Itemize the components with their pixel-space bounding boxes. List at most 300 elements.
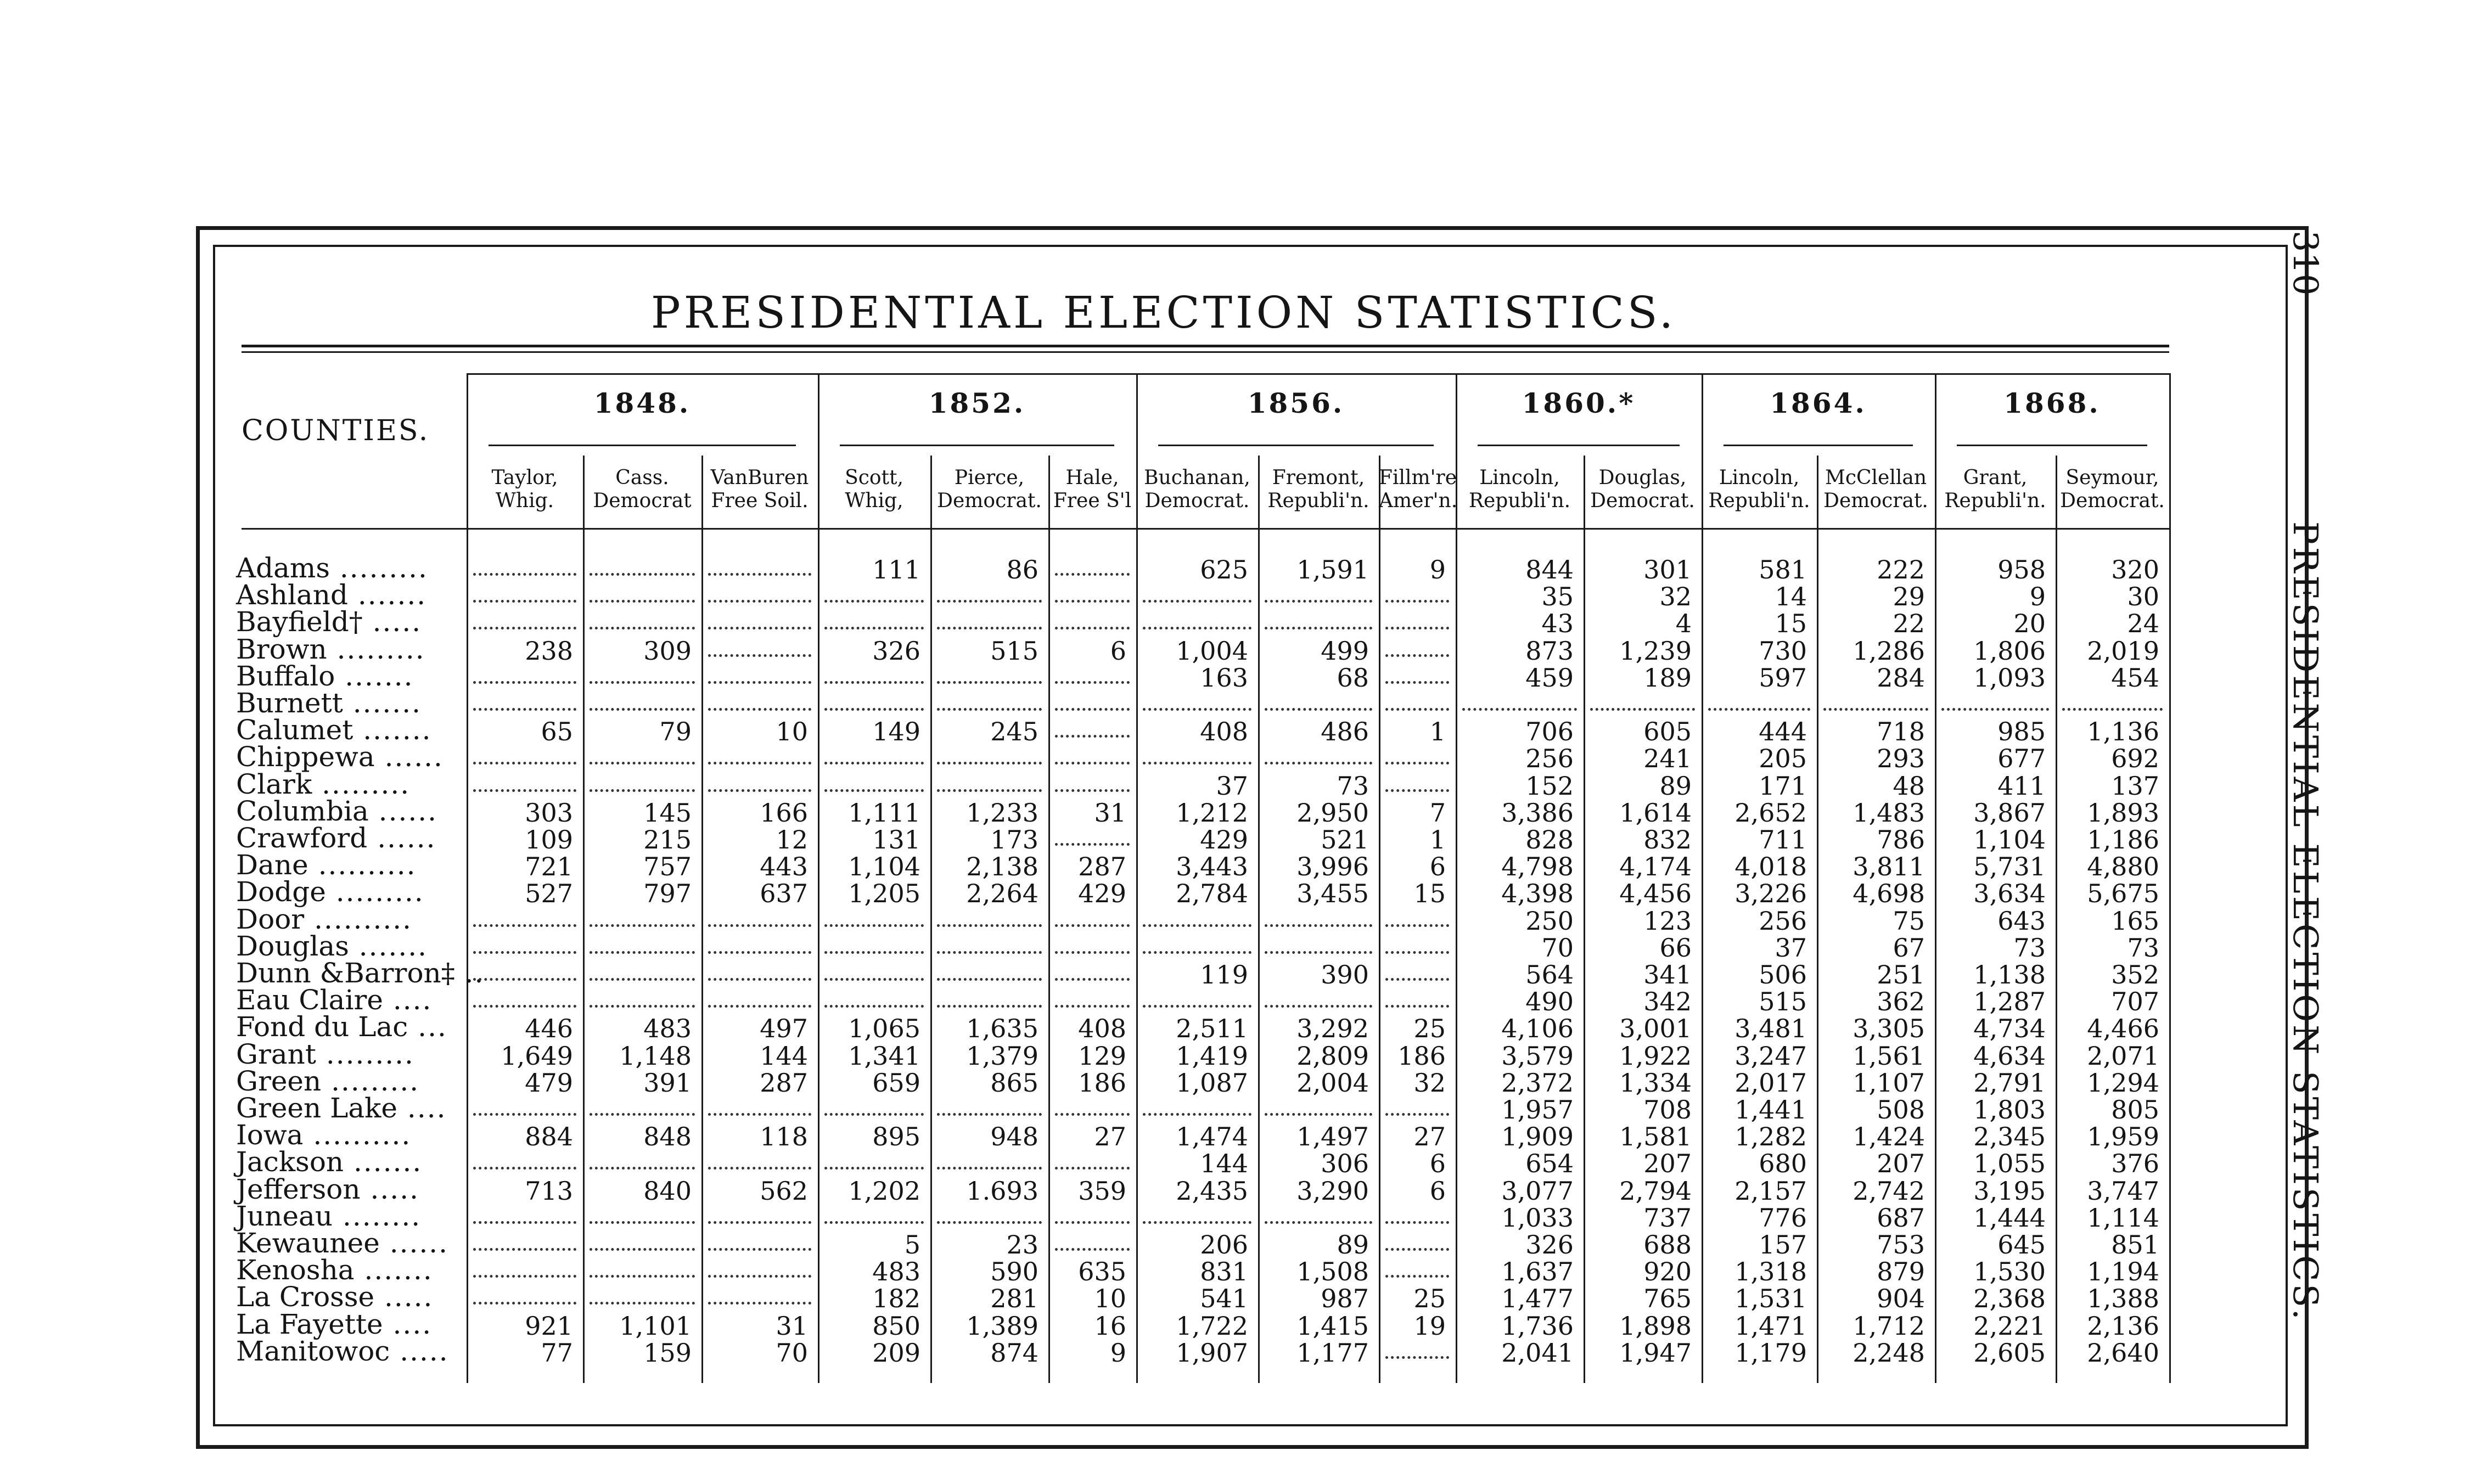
vote-count: 24 bbox=[2127, 609, 2159, 639]
county-name bbox=[236, 1148, 422, 1176]
empty-cell-leader bbox=[937, 600, 1042, 603]
empty-cell-leader bbox=[590, 978, 695, 981]
vote-count: 757 bbox=[643, 852, 692, 882]
empty-cell-leader bbox=[824, 627, 924, 629]
year-header-3: 1860.* bbox=[1522, 387, 1636, 419]
year-underline bbox=[1478, 445, 1680, 446]
vote-count: 2,248 bbox=[1852, 1337, 1925, 1368]
vote-count: 1,471 bbox=[1734, 1311, 1807, 1341]
empty-cell-leader bbox=[824, 1113, 924, 1116]
vote-count: 483 bbox=[872, 1257, 920, 1287]
empty-cell-leader bbox=[708, 1167, 811, 1170]
vote-count: 70 bbox=[776, 1337, 808, 1368]
vote-count: 718 bbox=[1877, 717, 1925, 747]
vote-count: 1,065 bbox=[848, 1014, 920, 1044]
vote-count: 1,239 bbox=[1619, 636, 1692, 666]
header-bottom-rule bbox=[242, 528, 2169, 530]
empty-cell-leader bbox=[1462, 708, 1577, 711]
vote-count: 1,508 bbox=[1296, 1257, 1369, 1287]
vote-count: 776 bbox=[1759, 1202, 1807, 1233]
vote-count: 73 bbox=[2013, 932, 2046, 963]
empty-cell-leader bbox=[1143, 627, 1251, 629]
empty-cell-leader bbox=[824, 1005, 924, 1008]
vote-count: 1,136 bbox=[2087, 717, 2159, 747]
side-caption bbox=[2283, 231, 2327, 1438]
vote-count: 391 bbox=[643, 1067, 692, 1098]
vote-count: 4,456 bbox=[1619, 879, 1692, 909]
vote-count: 89 bbox=[1659, 771, 1692, 801]
empty-cell-leader bbox=[708, 924, 811, 927]
county-label: Dunn &Barron‡ bbox=[236, 957, 455, 989]
empty-cell-leader bbox=[1055, 1248, 1130, 1251]
leader-dots: .......... bbox=[303, 1119, 412, 1151]
vote-count: 23 bbox=[1006, 1230, 1038, 1260]
county-label: Crawford bbox=[236, 822, 368, 854]
leader-dots: ... bbox=[408, 1011, 447, 1043]
vote-count: 895 bbox=[872, 1122, 920, 1152]
vote-count: 985 bbox=[1997, 717, 2046, 747]
county-name bbox=[236, 824, 436, 852]
empty-cell-leader bbox=[590, 1167, 695, 1170]
vote-count: 1,093 bbox=[1973, 662, 2046, 693]
vote-count: 708 bbox=[1643, 1095, 1692, 1125]
vote-count: 848 bbox=[643, 1122, 692, 1152]
empty-cell-leader bbox=[1143, 1113, 1251, 1116]
empty-cell-leader bbox=[1385, 1221, 1449, 1224]
vote-count: 43 bbox=[1541, 609, 1574, 639]
vote-count: 506 bbox=[1759, 960, 1807, 990]
empty-cell-leader bbox=[708, 1113, 811, 1116]
vote-count: 4,698 bbox=[1852, 879, 1925, 909]
empty-cell-leader bbox=[937, 762, 1042, 765]
empty-cell-leader bbox=[1385, 708, 1449, 711]
vote-count: 22 bbox=[1893, 609, 1925, 639]
vote-count: 643 bbox=[1997, 906, 2046, 936]
vote-count: 851 bbox=[2111, 1230, 2159, 1260]
candidate-header: Taylor, Whig. bbox=[491, 466, 558, 512]
vote-count: 6 bbox=[1110, 636, 1126, 666]
vote-count: 2,004 bbox=[1296, 1067, 1369, 1098]
candidate-header: McClellan Democrat. bbox=[1823, 466, 1928, 512]
column-divider bbox=[701, 456, 703, 1383]
vote-count: 241 bbox=[1643, 744, 1692, 774]
vote-count: 1,635 bbox=[966, 1014, 1038, 1044]
empty-cell-leader bbox=[937, 951, 1042, 954]
vote-count: 293 bbox=[1877, 744, 1925, 774]
vote-count: 1,212 bbox=[1176, 797, 1248, 828]
county-label: La Fayette bbox=[236, 1308, 383, 1340]
vote-count: 2,221 bbox=[1973, 1311, 2046, 1341]
vote-count: 1,947 bbox=[1619, 1337, 1692, 1368]
vote-count: 326 bbox=[872, 636, 920, 666]
vote-count: 706 bbox=[1525, 717, 1574, 747]
year-underline bbox=[1957, 445, 2147, 446]
vote-count: 390 bbox=[1321, 960, 1369, 990]
vote-count: 1,637 bbox=[1501, 1257, 1574, 1287]
empty-cell-leader bbox=[824, 951, 924, 954]
candidate-header: Fillm're Amer'n. bbox=[1379, 466, 1458, 512]
candidate-header: Pierce, Democrat. bbox=[937, 466, 1042, 512]
county-label: Calumet bbox=[236, 714, 353, 746]
vote-count: 446 bbox=[525, 1014, 573, 1044]
empty-cell-leader bbox=[1055, 708, 1130, 711]
empty-cell-leader bbox=[473, 1005, 576, 1008]
vote-count: 1,415 bbox=[1296, 1311, 1369, 1341]
vote-count: 1,803 bbox=[1973, 1095, 2046, 1125]
county-label: Grant bbox=[236, 1038, 316, 1070]
vote-count: 873 bbox=[1525, 636, 1574, 666]
vote-count: 31 bbox=[776, 1311, 808, 1341]
vote-count: 590 bbox=[990, 1257, 1038, 1287]
county-name bbox=[236, 1173, 419, 1205]
vote-count: 1,806 bbox=[1973, 636, 2046, 666]
empty-cell-leader bbox=[590, 1221, 695, 1224]
vote-count: 3,634 bbox=[1973, 879, 2046, 909]
empty-cell-leader bbox=[1385, 600, 1449, 603]
vote-count: 1,649 bbox=[501, 1041, 573, 1071]
vote-count: 186 bbox=[1078, 1067, 1126, 1098]
county-label: Dane bbox=[236, 849, 308, 881]
vote-count: 3,077 bbox=[1501, 1176, 1574, 1206]
empty-cell-leader bbox=[1265, 1113, 1372, 1116]
vote-count: 753 bbox=[1877, 1230, 1925, 1260]
empty-cell-leader bbox=[1385, 1113, 1449, 1116]
vote-count: 1,419 bbox=[1176, 1041, 1248, 1071]
vote-count: 32 bbox=[1659, 582, 1692, 612]
vote-count: 3,001 bbox=[1619, 1014, 1692, 1044]
vote-count: 677 bbox=[1997, 744, 2046, 774]
vote-count: 597 bbox=[1759, 662, 1807, 693]
empty-cell-leader bbox=[473, 951, 576, 954]
year-header-rule bbox=[467, 373, 2169, 375]
empty-cell-leader bbox=[473, 1248, 576, 1251]
vote-count: 1,389 bbox=[966, 1311, 1038, 1341]
vote-count: 486 bbox=[1321, 717, 1369, 747]
vote-count: 443 bbox=[760, 852, 808, 882]
empty-cell-leader bbox=[473, 708, 576, 711]
vote-count: 186 bbox=[1397, 1041, 1446, 1071]
vote-count: 73 bbox=[1337, 771, 1369, 801]
county-label: Jefferson bbox=[236, 1173, 361, 1205]
leader-dots: ....... bbox=[335, 660, 414, 692]
vote-count: 680 bbox=[1759, 1149, 1807, 1179]
empty-cell-leader bbox=[1941, 708, 2049, 711]
county-label: Burnett bbox=[236, 687, 343, 719]
empty-cell-leader bbox=[1385, 1005, 1449, 1008]
leader-dots: ....... bbox=[344, 1146, 423, 1178]
vote-count: 541 bbox=[1200, 1284, 1248, 1314]
empty-cell-leader bbox=[824, 789, 924, 792]
empty-cell-leader bbox=[1143, 600, 1251, 603]
vote-count: 454 bbox=[2111, 662, 2159, 693]
county-label: Columbia bbox=[236, 795, 369, 827]
vote-count: 1,107 bbox=[1852, 1067, 1925, 1098]
vote-count: 79 bbox=[659, 717, 692, 747]
empty-cell-leader bbox=[1708, 708, 1810, 711]
county-label: Green bbox=[236, 1065, 322, 1097]
vote-count: 1,957 bbox=[1501, 1095, 1574, 1125]
vote-count: 687 bbox=[1877, 1202, 1925, 1233]
vote-count: 2,950 bbox=[1296, 797, 1369, 828]
county-label: Douglas bbox=[236, 930, 349, 962]
vote-count: 14 bbox=[1775, 582, 1807, 612]
vote-count: 25 bbox=[1413, 1014, 1446, 1044]
county-name bbox=[236, 903, 413, 935]
county-name bbox=[236, 1013, 447, 1041]
vote-count: 2,138 bbox=[966, 852, 1038, 882]
empty-cell-leader bbox=[1055, 1167, 1130, 1170]
vote-count: 182 bbox=[872, 1284, 920, 1314]
empty-cell-leader bbox=[1055, 1113, 1130, 1116]
county-label: Ashland bbox=[236, 579, 348, 611]
vote-count: 157 bbox=[1759, 1230, 1807, 1260]
vote-count: 256 bbox=[1525, 744, 1574, 774]
vote-count: 828 bbox=[1525, 825, 1574, 855]
vote-count: 3,443 bbox=[1176, 852, 1248, 882]
leader-dots: ......... bbox=[321, 1065, 420, 1097]
county-name bbox=[236, 986, 432, 1014]
vote-count: 3,290 bbox=[1296, 1176, 1369, 1206]
vote-count: 1.693 bbox=[966, 1176, 1038, 1206]
vote-count: 89 bbox=[1337, 1230, 1369, 1260]
empty-cell-leader bbox=[473, 627, 576, 629]
vote-count: 688 bbox=[1643, 1230, 1692, 1260]
vote-count: 3,292 bbox=[1296, 1014, 1369, 1044]
vote-count: 3,455 bbox=[1296, 879, 1369, 909]
empty-cell-leader bbox=[1055, 1221, 1130, 1224]
empty-cell-leader bbox=[1385, 681, 1449, 684]
vote-count: 1,474 bbox=[1176, 1122, 1248, 1152]
empty-cell-leader bbox=[1385, 762, 1449, 765]
county-label: Door bbox=[236, 903, 305, 935]
vote-count: 342 bbox=[1643, 987, 1692, 1017]
vote-count: 1,893 bbox=[2087, 797, 2159, 828]
vote-count: 1,202 bbox=[848, 1176, 920, 1206]
empty-cell-leader bbox=[708, 708, 811, 711]
vote-count: 37 bbox=[1775, 932, 1807, 963]
county-name bbox=[236, 1283, 433, 1311]
vote-count: 2,652 bbox=[1734, 797, 1807, 828]
empty-cell-leader bbox=[708, 762, 811, 765]
vote-count: 1,722 bbox=[1176, 1311, 1248, 1341]
county-label: Green Lake bbox=[236, 1092, 398, 1124]
empty-cell-leader bbox=[937, 1221, 1042, 1224]
empty-cell-leader bbox=[1385, 789, 1449, 792]
empty-cell-leader bbox=[708, 627, 811, 629]
column-divider bbox=[583, 456, 585, 1383]
empty-cell-leader bbox=[1055, 762, 1130, 765]
vote-count: 77 bbox=[541, 1337, 573, 1368]
vote-count: 987 bbox=[1321, 1284, 1369, 1314]
empty-cell-leader bbox=[937, 978, 1042, 981]
vote-count: 1,294 bbox=[2087, 1067, 2159, 1098]
empty-cell-leader bbox=[937, 1005, 1042, 1008]
vote-count: 20 bbox=[2013, 609, 2046, 639]
vote-count: 797 bbox=[643, 879, 692, 909]
county-label: Adams bbox=[236, 552, 330, 584]
vote-count: 2,511 bbox=[1176, 1014, 1248, 1044]
empty-cell-leader bbox=[937, 1167, 1042, 1170]
county-label: Bayfield† bbox=[236, 606, 363, 638]
vote-count: 2,809 bbox=[1296, 1041, 1369, 1071]
county-label: La Crosse bbox=[236, 1281, 375, 1313]
county-name bbox=[236, 662, 414, 690]
leader-dots: .......... bbox=[304, 903, 413, 935]
vote-count: 713 bbox=[525, 1176, 573, 1206]
vote-count: 144 bbox=[1200, 1149, 1248, 1179]
vote-count: 1,922 bbox=[1619, 1041, 1692, 1071]
empty-cell-leader bbox=[590, 1113, 695, 1116]
vote-count: 3,305 bbox=[1852, 1014, 1925, 1044]
vote-count: 4,398 bbox=[1501, 879, 1574, 909]
vote-count: 1,004 bbox=[1176, 636, 1248, 666]
vote-count: 692 bbox=[2111, 744, 2159, 774]
county-name bbox=[236, 1094, 447, 1122]
county-label: Kenosha bbox=[236, 1254, 355, 1286]
vote-count: 320 bbox=[2111, 555, 2159, 584]
vote-count: 2,041 bbox=[1501, 1337, 1574, 1368]
vote-count: 637 bbox=[760, 879, 808, 909]
vote-count: 287 bbox=[760, 1067, 808, 1098]
leader-dots: ......... bbox=[312, 768, 411, 800]
empty-cell-leader bbox=[590, 1005, 695, 1008]
vote-count: 527 bbox=[525, 879, 573, 909]
vote-count: 721 bbox=[525, 852, 573, 882]
vote-count: 6 bbox=[1429, 1149, 1446, 1179]
county-label: Kewaunee bbox=[236, 1227, 380, 1259]
empty-cell-leader bbox=[824, 681, 924, 684]
vote-count: 4,798 bbox=[1501, 852, 1574, 882]
vote-count: 625 bbox=[1200, 555, 1248, 584]
vote-count: 645 bbox=[1997, 1230, 2046, 1260]
empty-cell-leader bbox=[1143, 1005, 1251, 1008]
vote-count: 163 bbox=[1200, 662, 1248, 693]
empty-cell-leader bbox=[1265, 762, 1372, 765]
empty-cell-leader bbox=[708, 573, 811, 576]
empty-cell-leader bbox=[2062, 708, 2163, 711]
county-label: Eau Claire bbox=[236, 984, 383, 1016]
county-name bbox=[236, 1067, 419, 1095]
candidate-header: Lincoln, Republi'n. bbox=[1468, 466, 1571, 512]
vote-count: 3,811 bbox=[1852, 852, 1925, 882]
empty-cell-leader bbox=[473, 1275, 576, 1278]
vote-count: 1,898 bbox=[1619, 1311, 1692, 1341]
vote-count: 1,104 bbox=[848, 852, 920, 882]
vote-count: 222 bbox=[1877, 555, 1925, 584]
empty-cell-leader bbox=[937, 708, 1042, 711]
empty-cell-leader bbox=[1385, 654, 1449, 657]
empty-cell-leader bbox=[708, 681, 811, 684]
page-title: PRESIDENTIAL ELECTION STATISTICS. bbox=[650, 287, 1677, 338]
empty-cell-leader bbox=[590, 1302, 695, 1305]
vote-count: 1,497 bbox=[1296, 1122, 1369, 1152]
vote-count: 29 bbox=[1893, 582, 1925, 612]
vote-count: 805 bbox=[2111, 1095, 2159, 1125]
vote-count: 840 bbox=[643, 1176, 692, 1206]
vote-count: 508 bbox=[1877, 1095, 1925, 1125]
county-name bbox=[236, 1229, 448, 1257]
empty-cell-leader bbox=[473, 681, 576, 684]
vote-count: 920 bbox=[1643, 1257, 1692, 1287]
empty-cell-leader bbox=[1385, 924, 1449, 927]
vote-count: 408 bbox=[1200, 717, 1248, 747]
empty-cell-leader bbox=[473, 1221, 576, 1224]
empty-cell-leader bbox=[1385, 978, 1449, 981]
vote-count: 1,186 bbox=[2087, 825, 2159, 855]
vote-count: 67 bbox=[1893, 932, 1925, 963]
county-label: Jackson bbox=[236, 1146, 344, 1178]
vote-count: 215 bbox=[643, 825, 692, 855]
vote-count: 1,179 bbox=[1734, 1337, 1807, 1368]
empty-cell-leader bbox=[1055, 600, 1130, 603]
empty-cell-leader bbox=[1143, 1221, 1251, 1224]
vote-count: 4,734 bbox=[1973, 1014, 2046, 1044]
vote-count: 1,712 bbox=[1852, 1311, 1925, 1341]
vote-count: 2,784 bbox=[1176, 879, 1248, 909]
title-rule-top bbox=[242, 345, 2169, 347]
vote-count: 1,959 bbox=[2087, 1122, 2159, 1152]
vote-count: 6 bbox=[1429, 852, 1446, 882]
vote-count: 4,880 bbox=[2087, 852, 2159, 882]
vote-count: 1,114 bbox=[2087, 1202, 2159, 1233]
vote-count: 1 bbox=[1429, 825, 1446, 855]
vote-count: 119 bbox=[1200, 960, 1248, 990]
vote-count: 287 bbox=[1078, 852, 1126, 882]
empty-cell-leader bbox=[708, 600, 811, 603]
vote-count: 376 bbox=[2111, 1149, 2159, 1179]
county-label: Dodge bbox=[236, 876, 326, 908]
leader-dots: .... bbox=[397, 1092, 447, 1124]
vote-count: 1,111 bbox=[848, 797, 920, 828]
year-underline bbox=[1724, 445, 1913, 446]
empty-cell-leader bbox=[937, 627, 1042, 629]
leader-dots: .... bbox=[383, 1308, 433, 1340]
vote-count: 359 bbox=[1078, 1176, 1126, 1206]
vote-count: 786 bbox=[1877, 825, 1925, 855]
empty-cell-leader bbox=[1265, 708, 1372, 711]
vote-count: 2,071 bbox=[2087, 1041, 2159, 1071]
vote-count: 159 bbox=[643, 1337, 692, 1368]
empty-cell-leader bbox=[1385, 1275, 1449, 1278]
vote-count: 1,087 bbox=[1176, 1067, 1248, 1098]
vote-count: 251 bbox=[1877, 960, 1925, 990]
vote-count: 1,205 bbox=[848, 879, 920, 909]
vote-count: 30 bbox=[2127, 582, 2159, 612]
vote-count: 1,477 bbox=[1501, 1284, 1574, 1314]
empty-cell-leader bbox=[590, 681, 695, 684]
vote-count: 711 bbox=[1759, 825, 1807, 855]
empty-cell-leader bbox=[1055, 789, 1130, 792]
vote-count: 301 bbox=[1643, 555, 1692, 584]
vote-count: 1,379 bbox=[966, 1041, 1038, 1071]
vote-count: 165 bbox=[2111, 906, 2159, 936]
empty-cell-leader bbox=[473, 1167, 576, 1170]
candidate-header: Grant, Republi'n. bbox=[1944, 466, 2046, 512]
vote-count: 3,867 bbox=[1973, 797, 2046, 828]
vote-count: 19 bbox=[1413, 1311, 1446, 1341]
vote-count: 4,106 bbox=[1501, 1014, 1574, 1044]
vote-count: 562 bbox=[760, 1176, 808, 1206]
vote-count: 429 bbox=[1078, 879, 1126, 909]
candidate-header: Buchanan, Democrat. bbox=[1144, 466, 1250, 512]
empty-cell-leader bbox=[708, 1005, 811, 1008]
empty-cell-leader bbox=[1385, 1356, 1449, 1359]
leader-dots: ......... bbox=[330, 552, 428, 584]
county-name bbox=[236, 633, 425, 665]
vote-count: 1,033 bbox=[1501, 1202, 1574, 1233]
vote-count: 521 bbox=[1321, 825, 1369, 855]
vote-count: 207 bbox=[1643, 1149, 1692, 1179]
